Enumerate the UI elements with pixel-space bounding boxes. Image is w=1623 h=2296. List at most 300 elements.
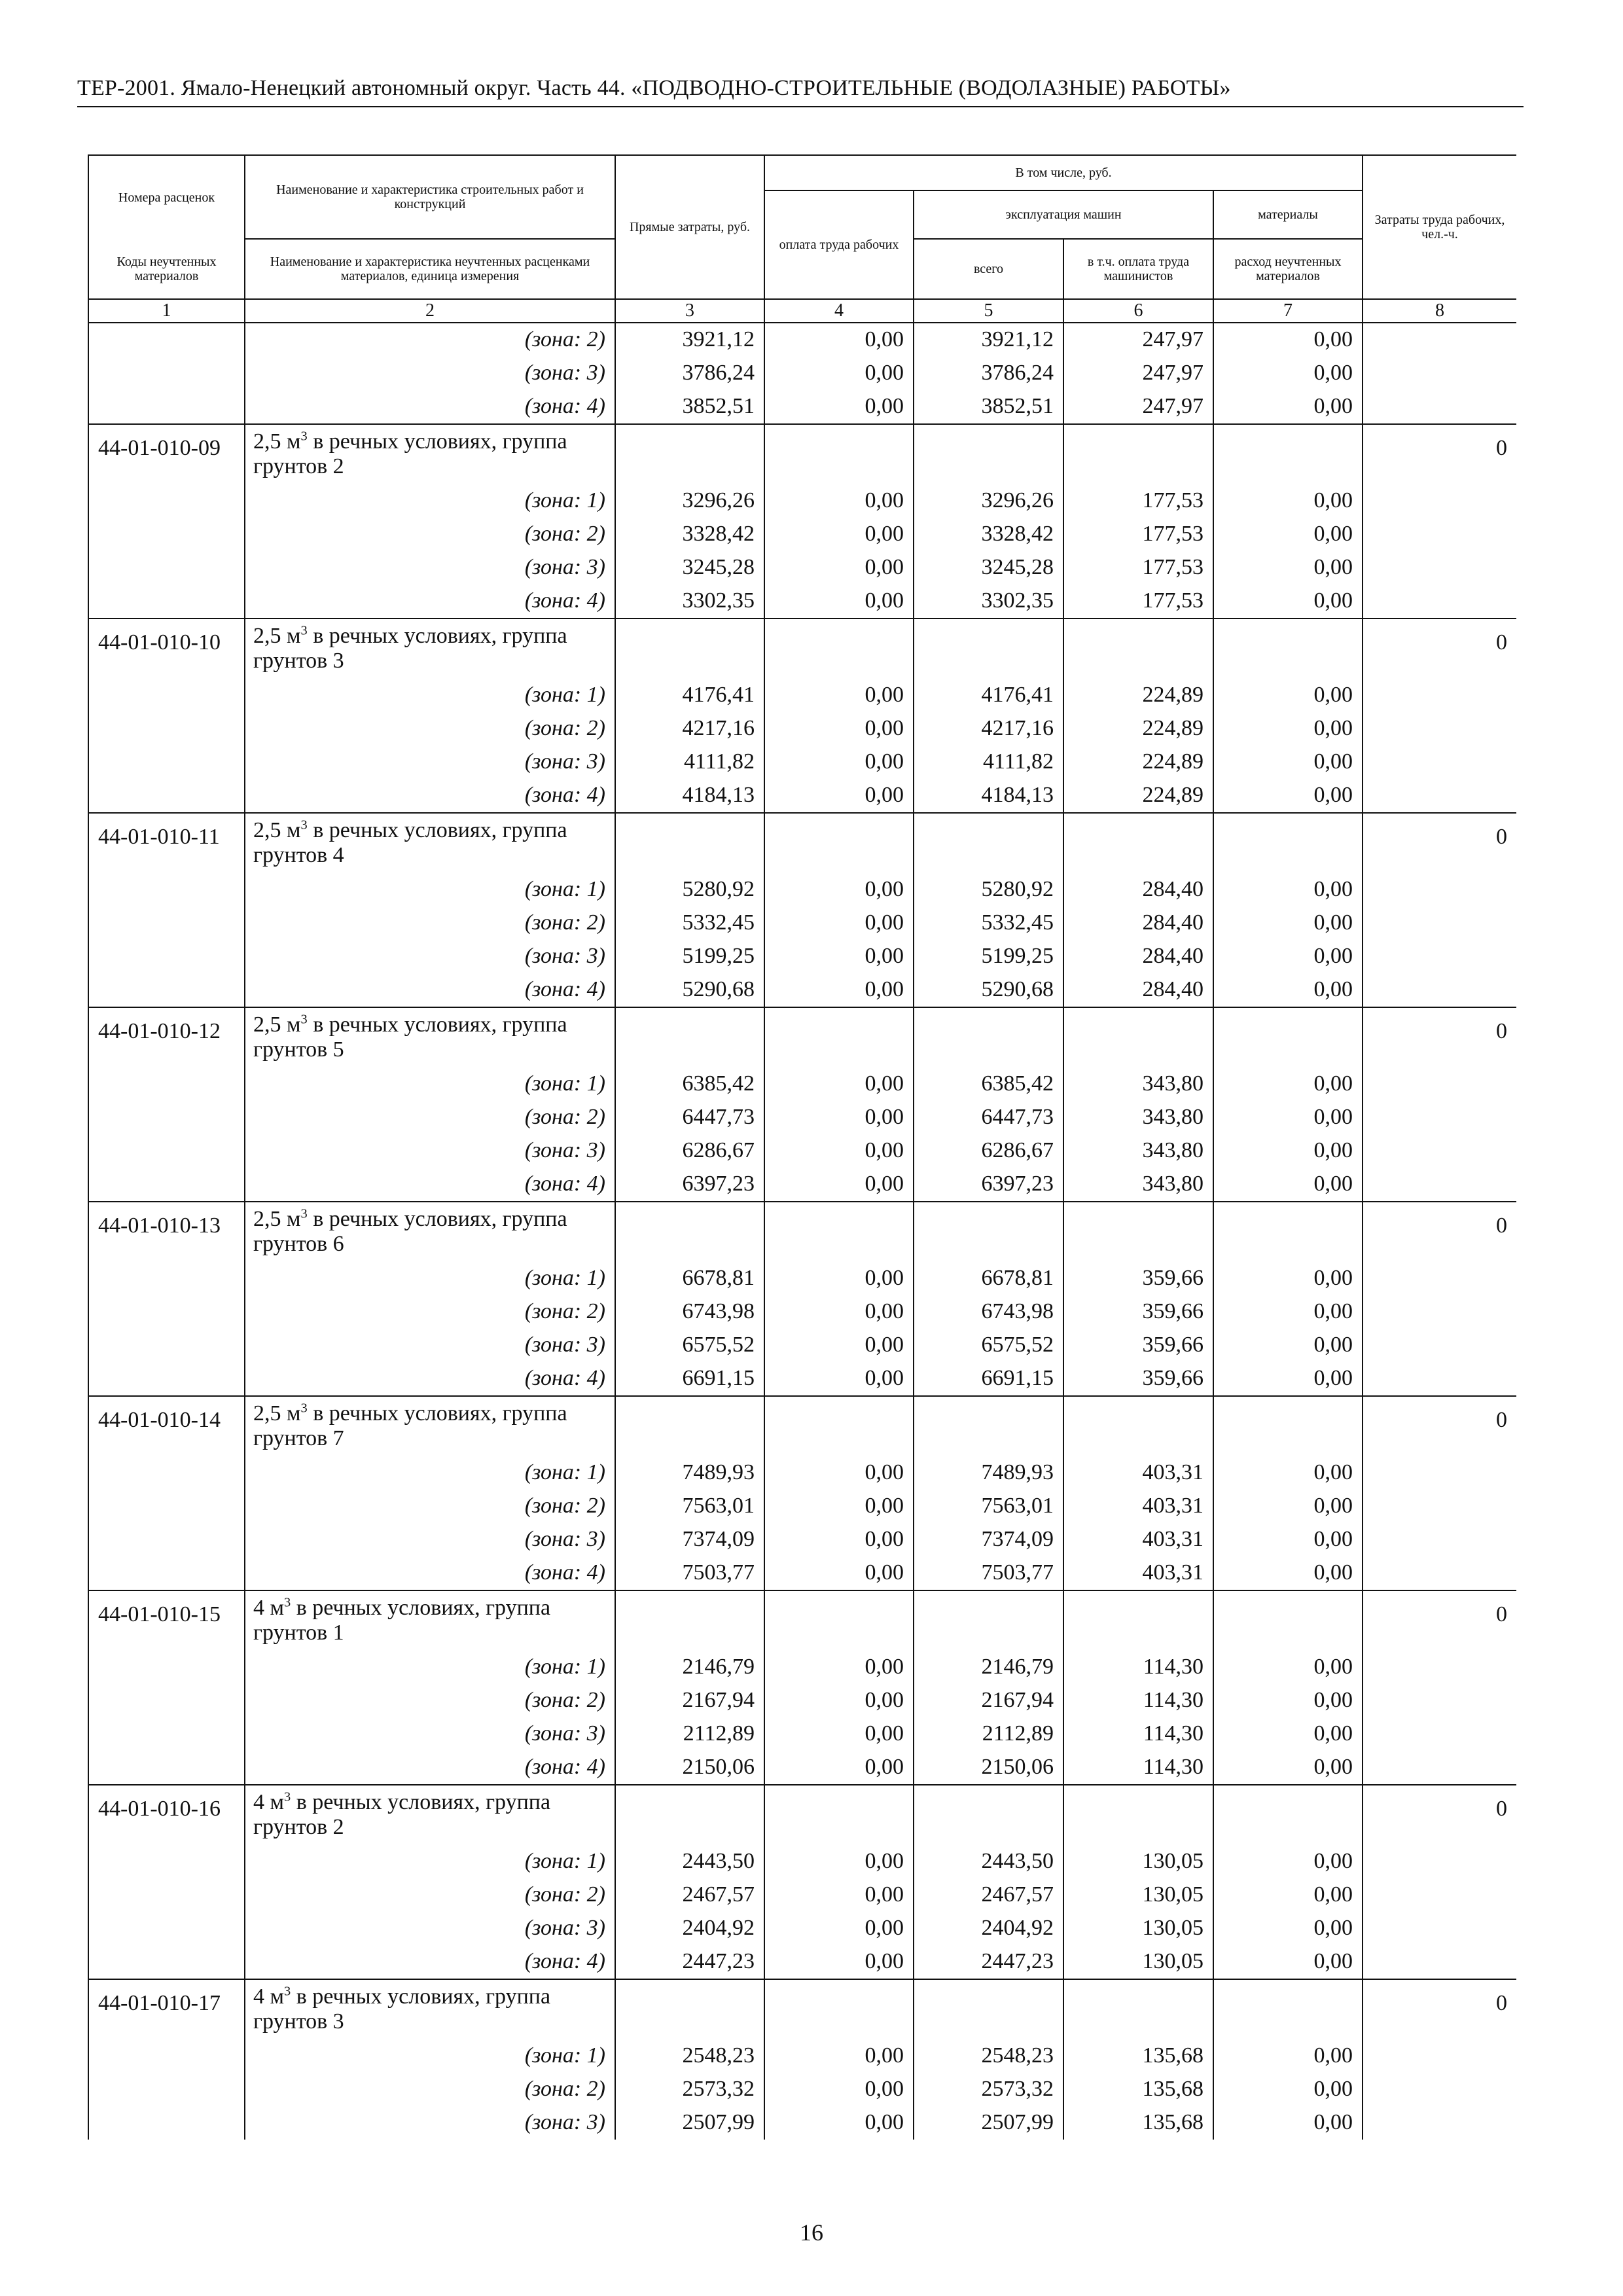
direct-costs-value: 7503,77: [615, 1556, 764, 1590]
labor-costs-value: [1363, 873, 1516, 906]
machine-total-value: 7374,09: [914, 1523, 1063, 1556]
worker-pay-value: 0,00: [764, 2106, 914, 2140]
zone-row: [88, 1134, 1516, 1168]
empty-cell: [764, 1979, 914, 2039]
worker-pay-value: 0,00: [764, 1295, 914, 1329]
worker-pay-value: 0,00: [764, 1134, 914, 1168]
rate-quantity: 4 м: [253, 1596, 285, 1620]
column-number-row: [88, 299, 1516, 323]
empty-cell: [615, 1202, 764, 1262]
labor-costs-value: 0: [1363, 1202, 1516, 1262]
page-number: 16: [800, 2219, 823, 2246]
labor-costs-value: [1363, 1523, 1516, 1556]
header-machinist-pay: в т.ч. оплата труда машинистов: [1063, 239, 1213, 299]
unit-exponent: 3: [300, 429, 308, 444]
column-number: 8: [1363, 299, 1516, 323]
zone-label: (зона: 3): [245, 2106, 615, 2140]
labor-costs-value: [1363, 2106, 1516, 2140]
empty-cell: [1063, 813, 1213, 873]
zone-label: (зона: 4): [245, 1556, 615, 1590]
header-work-description: Наименование и характеристика строительных работ и конструкций: [245, 155, 615, 239]
labor-costs-value: [1363, 484, 1516, 518]
rate-code-cell: [88, 323, 245, 357]
empty-cell: [1213, 1007, 1363, 1067]
rate-description: [245, 813, 615, 873]
header-including: В том числе, руб.: [764, 155, 1363, 190]
rate-row: [88, 1590, 1516, 1651]
empty-cell: [1063, 1007, 1213, 1067]
empty-cell: [1063, 1590, 1213, 1651]
rate-code-cell: [88, 1912, 245, 1945]
zone-row: [88, 2039, 1516, 2073]
materials-value: 0,00: [1213, 1168, 1363, 1202]
labor-costs-value: 0: [1363, 424, 1516, 484]
zone-label: (зона: 4): [245, 1945, 615, 1979]
direct-costs-value: 3296,26: [615, 484, 764, 518]
materials-value: 0,00: [1213, 1134, 1363, 1168]
machine-total-value: 7503,77: [914, 1556, 1063, 1590]
materials-value: 0,00: [1213, 1329, 1363, 1362]
materials-value: 0,00: [1213, 1845, 1363, 1878]
empty-cell: [1213, 424, 1363, 484]
rate-code-cell: [88, 873, 245, 906]
labor-costs-value: [1363, 906, 1516, 940]
labor-costs-value: [1363, 1262, 1516, 1295]
empty-cell: [764, 1590, 914, 1651]
materials-value: 0,00: [1213, 484, 1363, 518]
materials-value: 0,00: [1213, 906, 1363, 940]
empty-cell: [764, 619, 914, 679]
zone-row: [88, 973, 1516, 1007]
machinist-pay-value: 284,40: [1063, 973, 1213, 1007]
machine-total-value: 3852,51: [914, 390, 1063, 424]
empty-cell: [1213, 813, 1363, 873]
machine-total-value: 6691,15: [914, 1362, 1063, 1396]
zone-row: [88, 906, 1516, 940]
empty-cell: [1213, 619, 1363, 679]
zone-row: [88, 1523, 1516, 1556]
header-material-codes: Коды неучтенных материалов: [88, 239, 245, 299]
direct-costs-value: 6286,67: [615, 1134, 764, 1168]
materials-value: 0,00: [1213, 1262, 1363, 1295]
direct-costs-value: 3328,42: [615, 518, 764, 551]
worker-pay-value: 0,00: [764, 1751, 914, 1785]
machine-total-value: 3786,24: [914, 357, 1063, 390]
empty-cell: [1213, 1979, 1363, 2039]
rate-code: 44-01-010-09: [88, 424, 245, 484]
machine-total-value: 2167,94: [914, 1684, 1063, 1717]
direct-costs-value: 2146,79: [615, 1651, 764, 1684]
column-number: 2: [245, 299, 615, 323]
rate-code-cell: [88, 779, 245, 813]
zone-label: (зона: 4): [245, 1751, 615, 1785]
worker-pay-value: 0,00: [764, 679, 914, 712]
labor-costs-value: 0: [1363, 1396, 1516, 1456]
zone-label: (зона: 4): [245, 390, 615, 424]
machinist-pay-value: 359,66: [1063, 1329, 1213, 1362]
rate-row: [88, 813, 1516, 873]
machine-total-value: 5280,92: [914, 873, 1063, 906]
rate-description: [245, 1785, 615, 1845]
direct-costs-value: 3245,28: [615, 551, 764, 584]
direct-costs-value: 6678,81: [615, 1262, 764, 1295]
labor-costs-value: [1363, 1845, 1516, 1878]
document-title: ТЕР-2001. Ямало-Ненецкий автономный округ. Часть 44. «ПОДВОДНО-СТРОИТЕЛЬНЫЕ (ВОДОЛАЗНЫЕ) РАБОТЫ»: [77, 76, 1231, 100]
rate-description-text: в речных условиях, группа грунтов 3: [253, 1984, 551, 2034]
direct-costs-value: 6397,23: [615, 1168, 764, 1202]
direct-costs-value: 5332,45: [615, 906, 764, 940]
empty-cell: [914, 813, 1063, 873]
direct-costs-value: 2573,32: [615, 2073, 764, 2106]
worker-pay-value: 0,00: [764, 1912, 914, 1945]
labor-costs-value: [1363, 940, 1516, 973]
rate-description-text: в речных условиях, группа грунтов 2: [253, 429, 567, 478]
worker-pay-value: 0,00: [764, 584, 914, 619]
worker-pay-value: 0,00: [764, 1684, 914, 1717]
column-number: 3: [615, 299, 764, 323]
materials-value: 0,00: [1213, 390, 1363, 424]
zone-row: [88, 1945, 1516, 1979]
rate-quantity: 2,5 м: [253, 1207, 301, 1231]
header-machine-total: всего: [914, 239, 1063, 299]
machinist-pay-value: 403,31: [1063, 1523, 1213, 1556]
labor-costs-value: [1363, 1684, 1516, 1717]
zone-label: (зона: 3): [245, 745, 615, 779]
machinist-pay-value: 284,40: [1063, 873, 1213, 906]
rate-code-cell: [88, 1362, 245, 1396]
machine-total-value: 6743,98: [914, 1295, 1063, 1329]
empty-cell: [914, 424, 1063, 484]
empty-cell: [615, 1396, 764, 1456]
direct-costs-value: 2404,92: [615, 1912, 764, 1945]
zone-label: (зона: 1): [245, 484, 615, 518]
direct-costs-value: 6743,98: [615, 1295, 764, 1329]
worker-pay-value: 0,00: [764, 2073, 914, 2106]
zone-label: (зона: 1): [245, 1456, 615, 1490]
machinist-pay-value: 177,53: [1063, 484, 1213, 518]
zone-label: (зона: 1): [245, 873, 615, 906]
rate-code-cell: [88, 1878, 245, 1912]
direct-costs-value: 2548,23: [615, 2039, 764, 2073]
direct-costs-value: 6385,42: [615, 1067, 764, 1101]
header-rate-numbers: Номера расценок: [88, 155, 245, 239]
labor-costs-value: [1363, 745, 1516, 779]
direct-costs-value: 3852,51: [615, 390, 764, 424]
direct-costs-value: 6575,52: [615, 1329, 764, 1362]
rate-quantity: 2,5 м: [253, 429, 301, 454]
column-number: 5: [914, 299, 1063, 323]
empty-cell: [1063, 1785, 1213, 1845]
materials-value: 0,00: [1213, 1362, 1363, 1396]
zone-row: [88, 779, 1516, 813]
rate-code-cell: [88, 390, 245, 424]
direct-costs-value: 5280,92: [615, 873, 764, 906]
column-number: 6: [1063, 299, 1213, 323]
machine-total-value: 4111,82: [914, 745, 1063, 779]
machine-total-value: 6575,52: [914, 1329, 1063, 1362]
machinist-pay-value: 247,97: [1063, 323, 1213, 357]
labor-costs-value: [1363, 1651, 1516, 1684]
column-number: 4: [764, 299, 914, 323]
machinist-pay-value: 114,30: [1063, 1684, 1213, 1717]
empty-cell: [914, 619, 1063, 679]
header-direct-costs: Прямые затраты, руб.: [615, 155, 764, 299]
worker-pay-value: 0,00: [764, 390, 914, 424]
machine-total-value: 2548,23: [914, 2039, 1063, 2073]
empty-cell: [914, 1202, 1063, 1262]
rate-code-cell: [88, 1684, 245, 1717]
machine-total-value: 3921,12: [914, 323, 1063, 357]
machinist-pay-value: 343,80: [1063, 1101, 1213, 1134]
unit-exponent: 3: [300, 817, 308, 833]
zone-row: [88, 940, 1516, 973]
rate-code: 44-01-010-14: [88, 1396, 245, 1456]
materials-value: 0,00: [1213, 1912, 1363, 1945]
rate-code: 44-01-010-15: [88, 1590, 245, 1651]
machine-total-value: 2112,89: [914, 1717, 1063, 1751]
direct-costs-value: 2467,57: [615, 1878, 764, 1912]
rate-quantity: 2,5 м: [253, 818, 301, 842]
zone-row: [88, 518, 1516, 551]
zone-label: (зона: 3): [245, 1523, 615, 1556]
worker-pay-value: 0,00: [764, 779, 914, 813]
machinist-pay-value: 284,40: [1063, 906, 1213, 940]
rate-description-text: в речных условиях, группа грунтов 3: [253, 624, 567, 673]
rate-description: [245, 1590, 615, 1651]
worker-pay-value: 0,00: [764, 1456, 914, 1490]
worker-pay-value: 0,00: [764, 484, 914, 518]
machinist-pay-value: 403,31: [1063, 1556, 1213, 1590]
materials-value: 0,00: [1213, 551, 1363, 584]
labor-costs-value: 0: [1363, 813, 1516, 873]
rate-code-cell: [88, 1556, 245, 1590]
unit-exponent: 3: [300, 1206, 308, 1221]
rate-row: [88, 619, 1516, 679]
rate-code: 44-01-010-10: [88, 619, 245, 679]
empty-cell: [1063, 619, 1213, 679]
machine-total-value: 3296,26: [914, 484, 1063, 518]
machine-total-value: 2573,32: [914, 2073, 1063, 2106]
empty-cell: [615, 1979, 764, 2039]
rate-code-cell: [88, 973, 245, 1007]
empty-cell: [615, 424, 764, 484]
direct-costs-value: 7374,09: [615, 1523, 764, 1556]
rate-code: 44-01-010-17: [88, 1979, 245, 2039]
rate-code-cell: [88, 2039, 245, 2073]
rate-description-text: в речных условиях, группа грунтов 5: [253, 1013, 567, 1062]
materials-value: 0,00: [1213, 1651, 1363, 1684]
labor-costs-value: [1363, 1717, 1516, 1751]
materials-value: 0,00: [1213, 873, 1363, 906]
rate-code-cell: [88, 712, 245, 745]
machinist-pay-value: 130,05: [1063, 1878, 1213, 1912]
materials-value: 0,00: [1213, 518, 1363, 551]
empty-cell: [615, 1007, 764, 1067]
direct-costs-value: 5290,68: [615, 973, 764, 1007]
empty-cell: [914, 1396, 1063, 1456]
machinist-pay-value: 359,66: [1063, 1362, 1213, 1396]
worker-pay-value: 0,00: [764, 1362, 914, 1396]
rate-code: 44-01-010-16: [88, 1785, 245, 1845]
rate-code-cell: [88, 584, 245, 619]
zone-label: (зона: 2): [245, 712, 615, 745]
price-table: [88, 154, 1516, 2140]
labor-costs-value: [1363, 1456, 1516, 1490]
labor-costs-value: [1363, 2073, 1516, 2106]
rate-description-text: в речных условиях, группа грунтов 6: [253, 1207, 567, 1256]
direct-costs-value: 3302,35: [615, 584, 764, 619]
direct-costs-value: 7489,93: [615, 1456, 764, 1490]
zone-label: (зона: 4): [245, 973, 615, 1007]
worker-pay-value: 0,00: [764, 906, 914, 940]
price-table-container: [88, 154, 1516, 2169]
materials-value: 0,00: [1213, 679, 1363, 712]
labor-costs-value: 0: [1363, 1590, 1516, 1651]
zone-row: [88, 1101, 1516, 1134]
worker-pay-value: 0,00: [764, 745, 914, 779]
zone-label: (зона: 3): [245, 551, 615, 584]
labor-costs-value: [1363, 1362, 1516, 1396]
zone-label: (зона: 1): [245, 679, 615, 712]
header-material-description: Наименование и характеристика неучтенных расценками материалов, единица измерения: [245, 239, 615, 299]
labor-costs-value: [1363, 1168, 1516, 1202]
machinist-pay-value: 343,80: [1063, 1168, 1213, 1202]
rate-row: [88, 1979, 1516, 2039]
rate-description: [245, 1202, 615, 1262]
machine-total-value: 2467,57: [914, 1878, 1063, 1912]
empty-cell: [1063, 1396, 1213, 1456]
zone-label: (зона: 2): [245, 518, 615, 551]
zone-label: (зона: 2): [245, 906, 615, 940]
machinist-pay-value: 114,30: [1063, 1751, 1213, 1785]
materials-value: 0,00: [1213, 1751, 1363, 1785]
worker-pay-value: 0,00: [764, 1556, 914, 1590]
labor-costs-value: 0: [1363, 1785, 1516, 1845]
zone-row: [88, 1845, 1516, 1878]
machine-total-value: 2404,92: [914, 1912, 1063, 1945]
table-header: [88, 155, 1516, 323]
zone-row: [88, 2073, 1516, 2106]
zone-row: [88, 1362, 1516, 1396]
direct-costs-value: 2112,89: [615, 1717, 764, 1751]
machinist-pay-value: 247,97: [1063, 357, 1213, 390]
rate-code-cell: [88, 2073, 245, 2106]
machinist-pay-value: 114,30: [1063, 1651, 1213, 1684]
rate-code-cell: [88, 679, 245, 712]
labor-costs-value: [1363, 1945, 1516, 1979]
machinist-pay-value: 135,68: [1063, 2106, 1213, 2140]
rate-quantity: 4 м: [253, 1790, 285, 1814]
zone-label: (зона: 4): [245, 584, 615, 619]
rate-code-cell: [88, 940, 245, 973]
zone-label: (зона: 3): [245, 1329, 615, 1362]
zone-label: (зона: 2): [245, 1684, 615, 1717]
worker-pay-value: 0,00: [764, 1945, 914, 1979]
zone-label: (зона: 4): [245, 779, 615, 813]
rate-quantity: 2,5 м: [253, 1401, 301, 1426]
rate-row: [88, 1396, 1516, 1456]
labor-costs-value: [1363, 1751, 1516, 1785]
worker-pay-value: 0,00: [764, 1717, 914, 1751]
zone-label: (зона: 2): [245, 1878, 615, 1912]
worker-pay-value: 0,00: [764, 1651, 914, 1684]
labor-costs-value: [1363, 323, 1516, 357]
empty-cell: [914, 1007, 1063, 1067]
machinist-pay-value: 403,31: [1063, 1456, 1213, 1490]
empty-cell: [615, 813, 764, 873]
empty-cell: [1063, 1202, 1213, 1262]
rate-code-cell: [88, 1067, 245, 1101]
rate-description: [245, 619, 615, 679]
zone-label: (зона: 1): [245, 1845, 615, 1878]
zone-row: [88, 390, 1516, 424]
worker-pay-value: 0,00: [764, 323, 914, 357]
zone-row: [88, 1168, 1516, 1202]
labor-costs-value: [1363, 1295, 1516, 1329]
worker-pay-value: 0,00: [764, 1845, 914, 1878]
zone-label: (зона: 3): [245, 940, 615, 973]
rate-code-cell: [88, 1523, 245, 1556]
rate-quantity: 2,5 м: [253, 624, 301, 648]
labor-costs-value: [1363, 712, 1516, 745]
machinist-pay-value: 247,97: [1063, 390, 1213, 424]
direct-costs-value: 2167,94: [615, 1684, 764, 1717]
materials-value: 0,00: [1213, 973, 1363, 1007]
materials-value: 0,00: [1213, 323, 1363, 357]
empty-cell: [914, 1979, 1063, 2039]
rate-row: [88, 424, 1516, 484]
rate-code-cell: [88, 1168, 245, 1202]
machinist-pay-value: 343,80: [1063, 1067, 1213, 1101]
machinist-pay-value: 403,31: [1063, 1490, 1213, 1523]
machine-total-value: 2443,50: [914, 1845, 1063, 1878]
rate-code-cell: [88, 551, 245, 584]
unit-exponent: 3: [284, 1984, 291, 1999]
zone-row: [88, 1490, 1516, 1523]
labor-costs-value: [1363, 1134, 1516, 1168]
labor-costs-value: [1363, 1329, 1516, 1362]
zone-row: [88, 1456, 1516, 1490]
direct-costs-value: 6691,15: [615, 1362, 764, 1396]
labor-costs-value: [1363, 679, 1516, 712]
worker-pay-value: 0,00: [764, 1490, 914, 1523]
labor-costs-value: [1363, 518, 1516, 551]
empty-cell: [764, 424, 914, 484]
zone-label: (зона: 2): [245, 1490, 615, 1523]
worker-pay-value: 0,00: [764, 1262, 914, 1295]
machinist-pay-value: 177,53: [1063, 518, 1213, 551]
machine-total-value: 6678,81: [914, 1262, 1063, 1295]
unit-exponent: 3: [284, 1595, 291, 1610]
materials-value: 0,00: [1213, 584, 1363, 619]
direct-costs-value: 4176,41: [615, 679, 764, 712]
materials-value: 0,00: [1213, 1556, 1363, 1590]
worker-pay-value: 0,00: [764, 1878, 914, 1912]
zone-row: [88, 357, 1516, 390]
materials-value: 0,00: [1213, 2039, 1363, 2073]
unit-exponent: 3: [300, 1401, 308, 1416]
rate-code-cell: [88, 1134, 245, 1168]
labor-costs-value: [1363, 390, 1516, 424]
machinist-pay-value: 114,30: [1063, 1717, 1213, 1751]
materials-value: 0,00: [1213, 1067, 1363, 1101]
zone-row: [88, 1717, 1516, 1751]
materials-value: 0,00: [1213, 1878, 1363, 1912]
materials-value: 0,00: [1213, 1490, 1363, 1523]
materials-value: 0,00: [1213, 712, 1363, 745]
machinist-pay-value: 130,05: [1063, 1912, 1213, 1945]
zone-label: (зона: 3): [245, 1912, 615, 1945]
